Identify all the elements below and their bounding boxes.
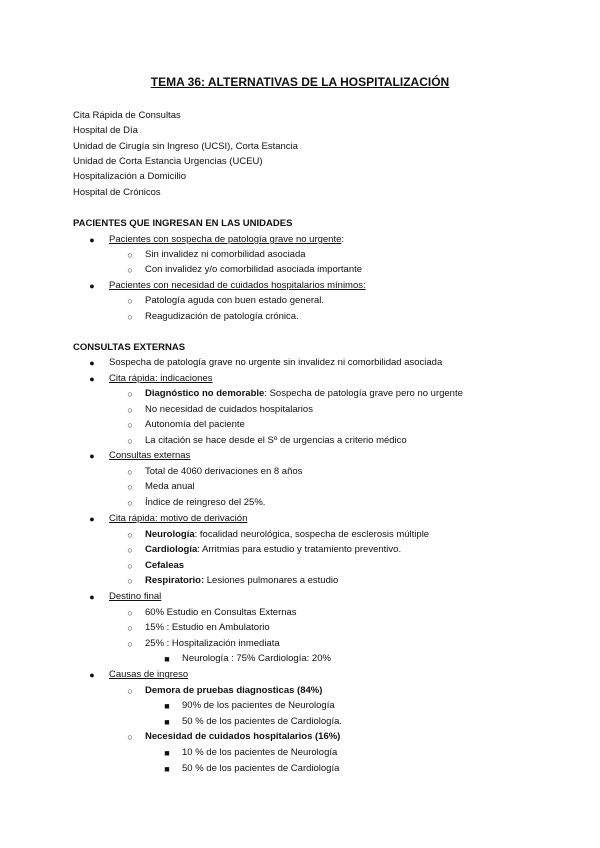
- list-item: 90% de los pacientes de Neurología: [182, 700, 335, 711]
- section-heading: PACIENTES QUE INGRESAN EN LAS UNIDADES: [73, 218, 293, 229]
- bullet-square-icon: ■: [164, 654, 170, 664]
- bullet-dot-icon: ●: [89, 670, 95, 680]
- list-item: La citación se hace desde el Sº de urgencias a criterio médico: [145, 435, 407, 446]
- bullet-circle-icon: ○: [127, 545, 133, 555]
- bullet-circle-icon: ○: [127, 686, 133, 696]
- bullet-circle-icon: ○: [127, 265, 133, 275]
- list-item: No necesidad de cuidados hospitalarios: [145, 404, 313, 415]
- bullet-circle-icon: ○: [127, 732, 133, 742]
- intro-line: Unidad de Corta Estancia Urgencias (UCEU): [73, 156, 263, 167]
- bullet-square-icon: ■: [164, 717, 170, 727]
- bullet-dot-icon: ●: [89, 281, 95, 291]
- bullet-circle-icon: ○: [127, 608, 133, 618]
- list-item: 50 % de los pacientes de Cardiología: [182, 763, 340, 774]
- bullet-square-icon: ■: [164, 748, 170, 758]
- bullet-circle-icon: ○: [127, 312, 133, 322]
- list-item: [109, 234, 344, 246]
- intro-line: Cita Rápida de Consultas: [73, 110, 181, 121]
- list-item: Cefaleas: [145, 560, 185, 571]
- bullet-square-icon: ■: [164, 764, 170, 774]
- list-item: Cita rápida: indicaciones: [109, 373, 213, 384]
- list-item: [145, 529, 429, 541]
- list-item: Sin invalidez ni comorbilidad asociada: [145, 249, 306, 260]
- bullet-circle-icon: ○: [127, 420, 133, 430]
- bullet-circle-icon: ○: [127, 576, 133, 586]
- list-item: [145, 575, 338, 587]
- list-item-bold: Neurología: [145, 529, 195, 540]
- intro-line: Hospitalización a Domicilio: [73, 171, 186, 182]
- list-item: [145, 388, 463, 400]
- intro-line: Unidad de Cirugía sin Ingreso (UCSI), Corta Estancia: [73, 141, 298, 152]
- bullet-circle-icon: ○: [127, 561, 133, 571]
- bullet-dot-icon: ●: [89, 374, 95, 384]
- bullet-circle-icon: ○: [127, 250, 133, 260]
- list-item: Neurología : 75% Cardiología: 20%: [182, 653, 331, 664]
- section-heading: CONSULTAS EXTERNAS: [73, 342, 186, 353]
- list-item: 15% : Estudio en Ambulatorio: [145, 622, 270, 633]
- bullet-circle-icon: ○: [127, 639, 133, 649]
- list-item: 25% : Hospitalización inmediata: [145, 638, 280, 649]
- bullet-circle-icon: ○: [127, 530, 133, 540]
- list-item: 50 % de los pacientes de Cardiología.: [182, 716, 343, 727]
- bullet-dot-icon: ●: [89, 358, 95, 368]
- bullet-dot-icon: ●: [89, 514, 95, 524]
- list-item: Consultas externas: [109, 450, 191, 461]
- bullet-circle-icon: ○: [127, 389, 133, 399]
- list-item-text: : focalidad neurológica, sospecha de esclerosis múltiple: [194, 529, 430, 540]
- list-item: Total de 4060 derivaciones en 8 años: [145, 466, 303, 477]
- bullet-circle-icon: ○: [127, 467, 133, 477]
- list-item: Cita rápida: motivo de derivación: [109, 513, 248, 524]
- list-item: Meda anual: [145, 481, 195, 492]
- list-item: Destino final: [109, 591, 162, 602]
- list-item: Necesidad de cuidados hospitalarios (16%): [145, 731, 341, 742]
- list-item: Reagudización de patología crónica.: [145, 311, 299, 322]
- list-item-text: : Arritmias para estudio y tratamiento preventivo.: [197, 544, 402, 555]
- list-item: Demora de pruebas diagnosticas (84%): [145, 685, 323, 696]
- list-item-suffix: :: [341, 234, 345, 245]
- list-item: 60% Estudio en Consultas Externas: [145, 607, 297, 618]
- bullet-square-icon: ■: [164, 701, 170, 711]
- list-item-bold: Diagnóstico no demorable: [145, 388, 265, 399]
- bullet-dot-icon: ●: [89, 235, 95, 245]
- bullet-circle-icon: ○: [127, 405, 133, 415]
- list-item: Causas de ingreso: [109, 669, 189, 680]
- bullet-dot-icon: ●: [89, 592, 95, 602]
- bullet-dot-icon: ●: [89, 451, 95, 461]
- list-item-text: Lesiones pulmonares a estudio: [204, 575, 339, 586]
- list-item-bold: Cardiología: [145, 544, 198, 555]
- list-item-label: Pacientes con sospecha de patología grave no urgente: [109, 234, 342, 245]
- intro-line: Hospital de Día: [73, 125, 138, 136]
- bullet-circle-icon: ○: [127, 623, 133, 633]
- document-title: TEMA 36: ALTERNATIVAS DE LA HOSPITALIZACIÓN: [150, 75, 450, 89]
- list-item: Con invalidez y/o comorbilidad asociada importante: [145, 264, 363, 275]
- bullet-circle-icon: ○: [127, 436, 133, 446]
- list-item: Índice de reingreso del 25%.: [145, 497, 266, 508]
- bullet-circle-icon: ○: [127, 296, 133, 306]
- intro-line: Hospital de Crónicos: [73, 187, 161, 198]
- bullet-circle-icon: ○: [127, 498, 133, 508]
- bullet-circle-icon: ○: [127, 482, 133, 492]
- list-item: Sospecha de patología grave no urgente sin invalidez ni comorbilidad asociada: [109, 357, 443, 368]
- list-item: Pacientes con necesidad de cuidados hospitalarios mínimos:: [109, 280, 366, 291]
- list-item-text: : Sospecha de patología grave pero no urgente: [264, 388, 463, 399]
- list-item-bold: Respiratorio:: [145, 575, 205, 586]
- list-item: Patología aguda con buen estado general.: [145, 295, 325, 306]
- list-item: 10 % de los pacientes de Neurología: [182, 747, 338, 758]
- list-item: Autonomía del paciente: [145, 419, 245, 430]
- list-item: [145, 544, 401, 556]
